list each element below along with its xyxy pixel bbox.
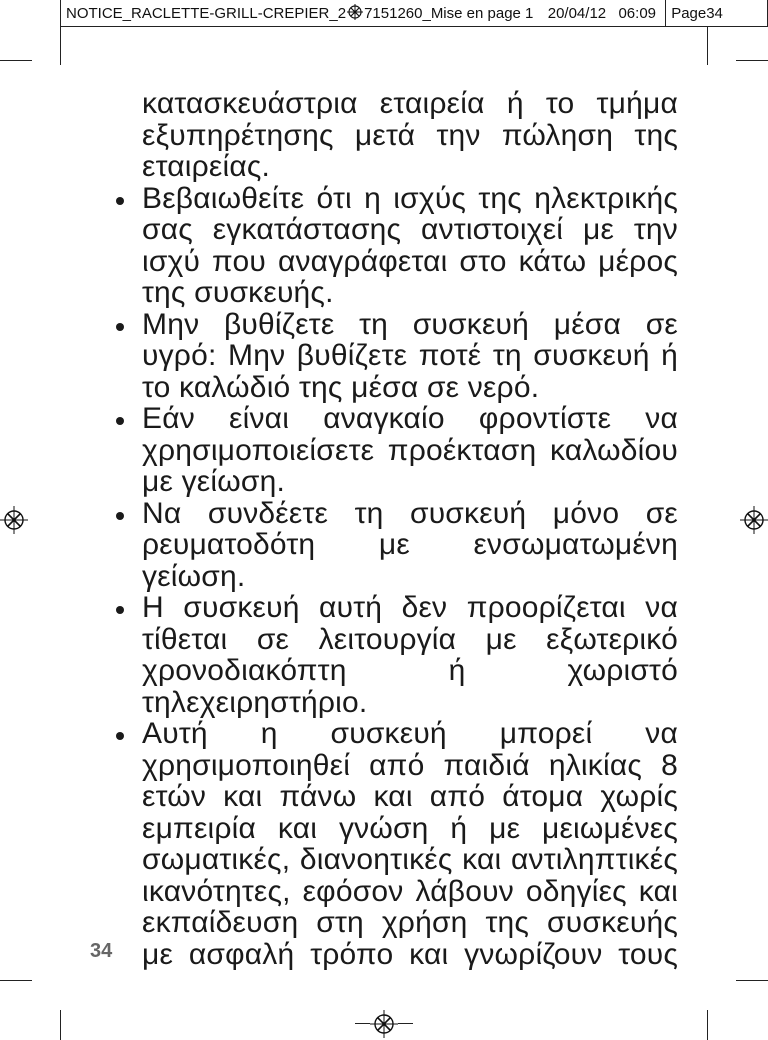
list-item (142, 592, 678, 718)
registration-mark-right-icon (740, 506, 768, 534)
bullet-icon (116, 417, 124, 425)
bottom-center-line-right (398, 1023, 413, 1024)
bullet-icon (116, 732, 124, 740)
list-item-text: Αυτή η συσκευή μπορεί να χρησιμοποιηθεί από παιδιά ηλικίας 8 ετών και πάνω και από άτομα χωρίς εμπειρία και γνώση ή με μειωμένες σωματικές, διανοητικές και αντιληπτικές ικανότητες, εφόσον λάβουν οδηγίες και εκπαίδευση στη χρήση της συσκευής με ασφαλή τρόπο και γνωρίζουν τους (142, 717, 678, 971)
bullet-icon (116, 197, 124, 205)
registration-mark-inline-icon (347, 2, 363, 18)
list-item-text: Μην βυθίζετε τη συσκευή μέσα σε υγρό: Μην βυθίζετε ποτέ τη συσκευή ή το καλώδιό της μέσα σε νερό. (142, 307, 678, 404)
list-item-text: Να συνδέετε τη συσκευή μόνο σε ρευματοδότη με ενσωματωμένη γείωση. (142, 496, 678, 593)
crop-mark-bottom-right-horizontal (736, 980, 768, 981)
slug-separator (665, 0, 666, 27)
bullet-icon (116, 512, 124, 520)
slug-id: 7151260_Mise en page 1 (364, 5, 534, 22)
bullet-icon (116, 606, 124, 614)
bullet-icon (116, 323, 124, 331)
slug-page-label: Page34 (671, 5, 723, 22)
crop-mark-bottom-left-horizontal (0, 980, 32, 981)
crop-mark-top-left-horizontal (0, 60, 32, 61)
crop-mark-bottom-right-vertical (707, 1010, 708, 1040)
registration-mark-bottom-icon (370, 1010, 398, 1038)
bottom-center-line-left (355, 1023, 370, 1024)
page-number: 34 (90, 940, 113, 962)
list-item (142, 309, 678, 404)
crop-mark-bottom-left-vertical (60, 1010, 61, 1040)
safety-instructions (142, 88, 678, 970)
list-item (142, 718, 678, 970)
instruction-list (142, 183, 678, 971)
crop-mark-top-right-horizontal (736, 60, 768, 61)
list-item-text: Η συσκευή αυτή δεν προορίζεται να τίθεται σε λειτουργία με εξωτερικό χρονοδιακόπτη ή χωριστό τηλεχειρηστήριο. (142, 591, 678, 719)
crop-mark-top-right-vertical (707, 27, 708, 65)
list-item (142, 183, 678, 309)
list-item-text: Εάν είναι αναγκαίο φροντίστε να χρησιμοποιείσετε προέκταση καλωδίου με γείωση. (142, 402, 678, 498)
slug-filename: NOTICE_RACLETTE-GRILL-CREPIER_2 (66, 5, 347, 22)
crop-mark-top-left-vertical (60, 27, 61, 65)
registration-mark-left-icon (0, 506, 28, 534)
list-item (142, 403, 678, 498)
intro-paragraph: κατασκευάστρια εταιρεία ή το τμήμα εξυπηρέτησης μετά την πώληση της εταιρείας. (142, 87, 678, 183)
slug-date: 20/04/12 (547, 5, 607, 22)
printer-slug (60, 0, 768, 27)
list-item (142, 498, 678, 593)
list-item-text: Βεβαιωθείτε ότι η ισχύς της ηλεκτρικής σας εγκατάστασης αντιστοιχεί με την ισχύ που αναγράφεται στο κάτω μέρος της συσκευής. (142, 181, 678, 309)
slug-time: 06:09 (618, 5, 657, 22)
